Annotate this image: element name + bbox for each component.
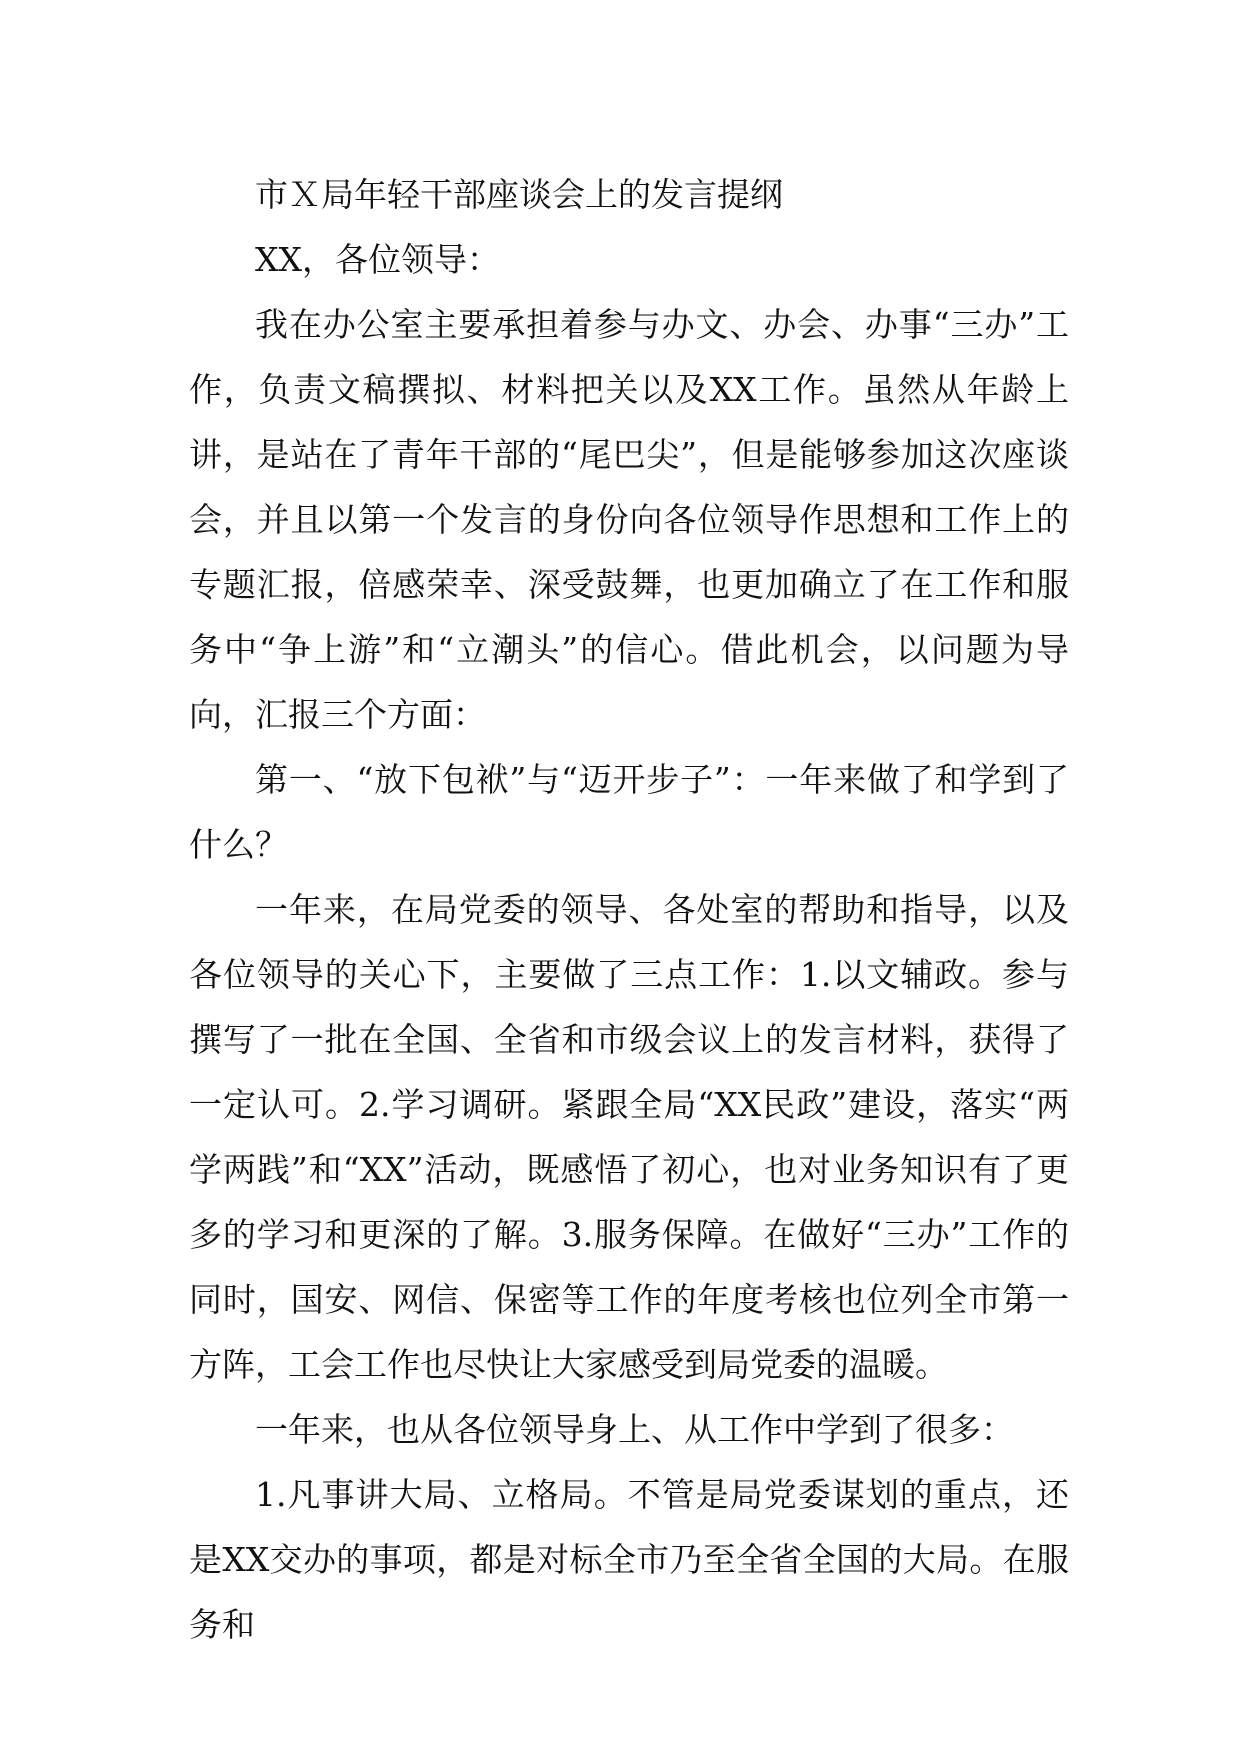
document-title: 市Ｘ局年轻干部座谈会上的发言提纲 [255,175,783,214]
paragraph-learned-intro: 一年来，也从各位领导身上、从工作中学到了很多： [255,1410,1014,1449]
document-body [189,162,1069,1657]
greeting: XX，各位领导： [255,240,500,279]
paragraph-intro: 我在办公室主要承担着参与办文、办会、办事“三办”工作，负责文稿撰拟、材料把关以及XX工作。虽然从年龄上讲，是站在了青年干部的“尾巴尖”，但是能够参加这次座谈会，并且以第一个发言的身份向各位领导作思想和工作上的专题汇报，倍感荣幸、深受鼓舞，也更加确立了在工作和服务中“争上游”和“立潮头”的信心。借此机会，以问题为导向，汇报三个方面： [189,305,1069,734]
section-heading-first: 第一、“放下包袱”与“迈开步子”：一年来做了和学到了什么？ [189,760,1069,864]
paragraph-point-one: 1.凡事讲大局、立格局。不管是局党委谋划的重点，还是XX交办的事项，都是对标全市乃至全省全国的大局。在服务和 [189,1475,1069,1644]
paragraph-work-summary: 一年来，在局党委的领导、各处室的帮助和指导，以及各位领导的关心下，主要做了三点工作：1.以文辅政。参与撰写了一批在全国、全省和市级会议上的发言材料，获得了一定认可。2.学习调研。紧跟全局“XX民政”建设，落实“两学两践”和“XX”活动，既感悟了初心，也对业务知识有了更多的学习和更深的了解。3.服务保障。在做好“三办”工作的同时，国安、网信、保密等工作的年度考核也位列全市第一方阵，工会工作也尽快让大家感受到局党委的温暖。 [189,890,1069,1384]
